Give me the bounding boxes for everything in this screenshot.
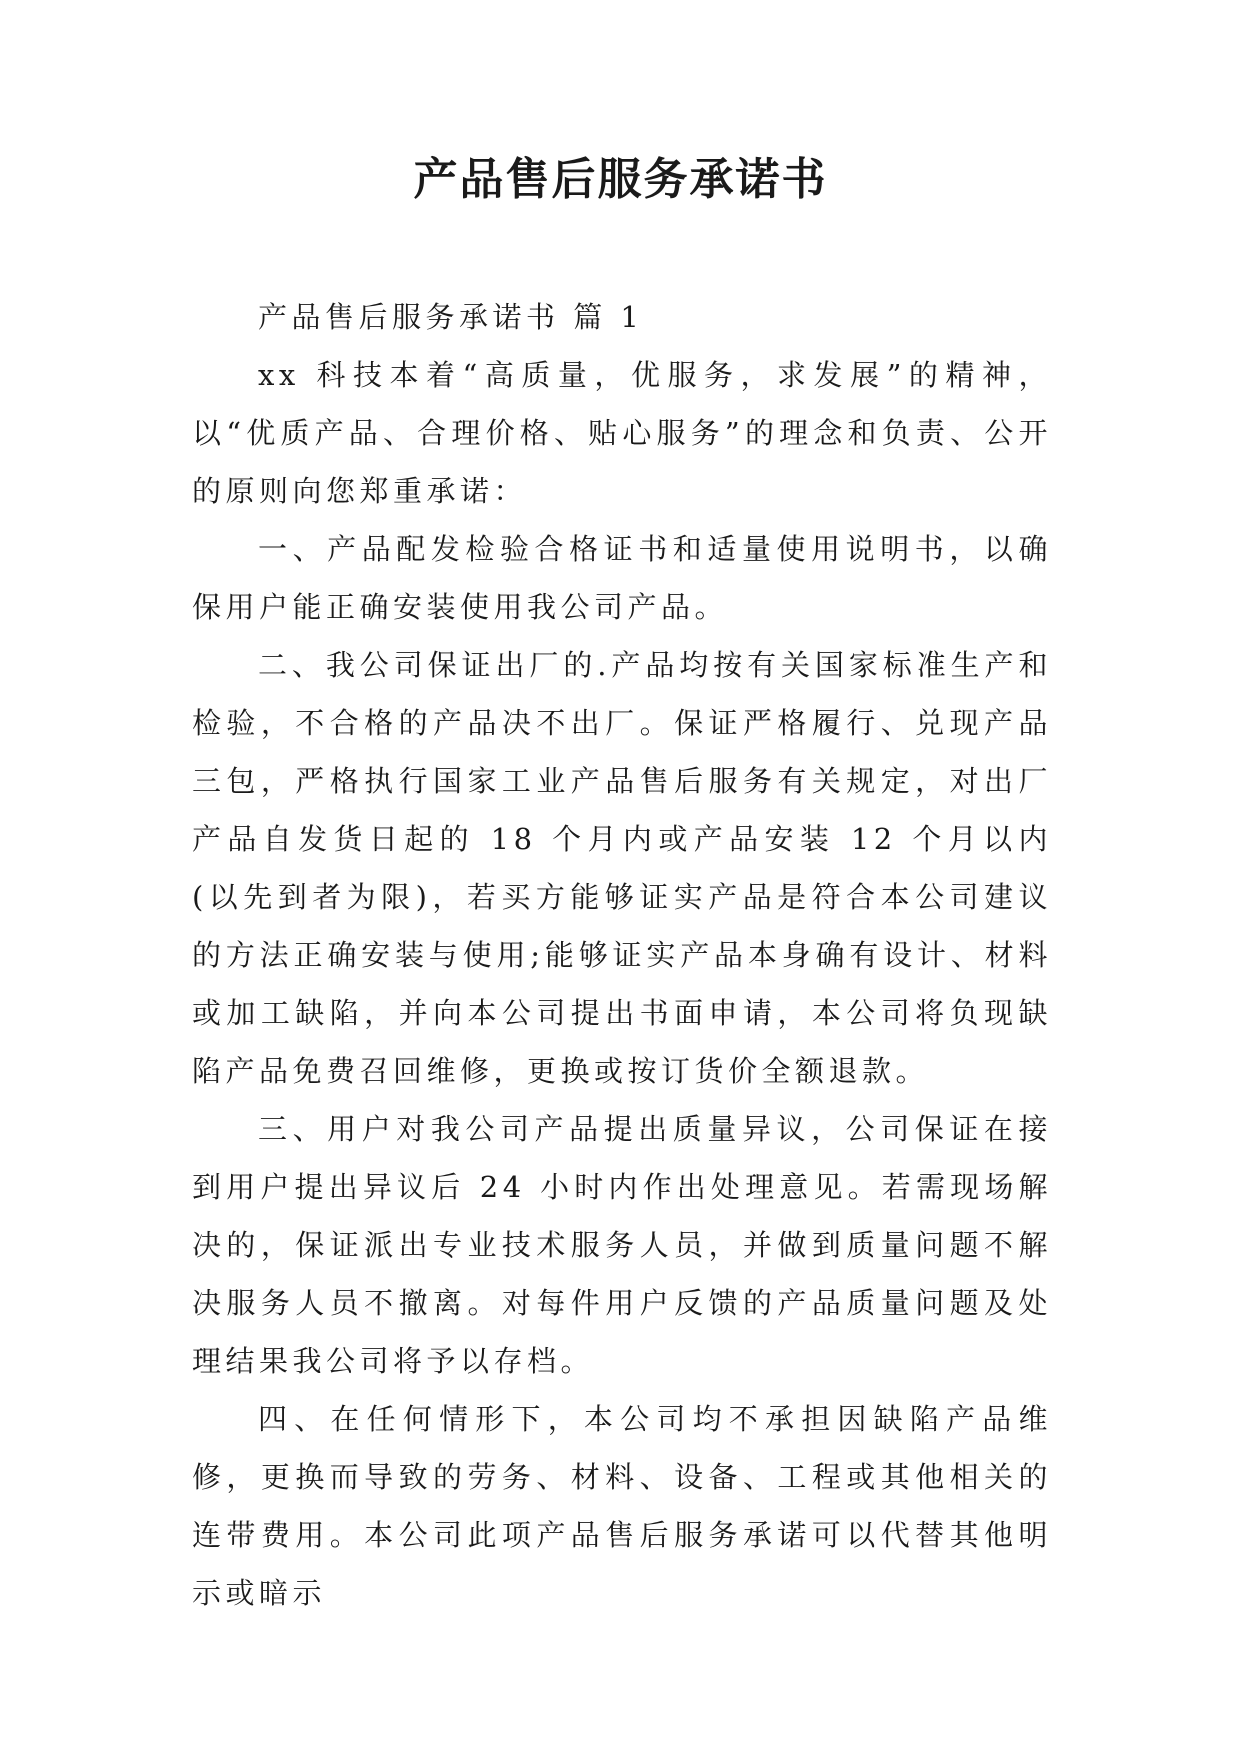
intro-paragraph: xx 科技本着“高质量，优服务，求发展”的精神，以“优质产品、合理价格、贴心服务”的理念和负责、公开的原则向您郑重承诺： bbox=[192, 358, 1052, 508]
section-heading: 产品售后服务承诺书 篇 1 bbox=[258, 300, 644, 334]
document-title: 产品售后服务承诺书 bbox=[413, 154, 828, 205]
clause-4-paragraph: 四、在任何情形下，本公司均不承担因缺陷产品维修，更换而导致的劳务、材料、设备、工程或其他相关的连带费用。本公司此项产品售后服务承诺可以代替其他明示或暗示 bbox=[192, 1402, 1052, 1610]
clause-3-paragraph: 三、用户对我公司产品提出质量异议，公司保证在接到用户提出异议后 24 小时内作出处理意见。若需现场解决的，保证派出专业技术服务人员，并做到质量问题不解决服务人员不撤离。对每件用户反馈的产品质量问题及处理结果我公司将予以存档。 bbox=[192, 1112, 1052, 1378]
clause-2-paragraph: 二、我公司保证出厂的.产品均按有关国家标准生产和检验，不合格的产品决不出厂。保证严格履行、兑现产品三包，严格执行国家工业产品售后服务有关规定，对出厂产品自发货日起的 18 个月内或产品安装 12 个月以内(以先到者为限)，若买方能够证实产品是符合本公司建议的方法正确安装与使用;能够证实产品本身确有设计、材料或加工缺陷，并向本公司提出书面申请，本公司将负现缺陷产品免费召回维修，更换或按订货价全额退款。 bbox=[192, 648, 1052, 1088]
document-body bbox=[192, 288, 1052, 1622]
clause-1-paragraph: 一、产品配发检验合格证书和适量使用说明书，以确保用户能正确安装使用我公司产品。 bbox=[192, 532, 1052, 624]
